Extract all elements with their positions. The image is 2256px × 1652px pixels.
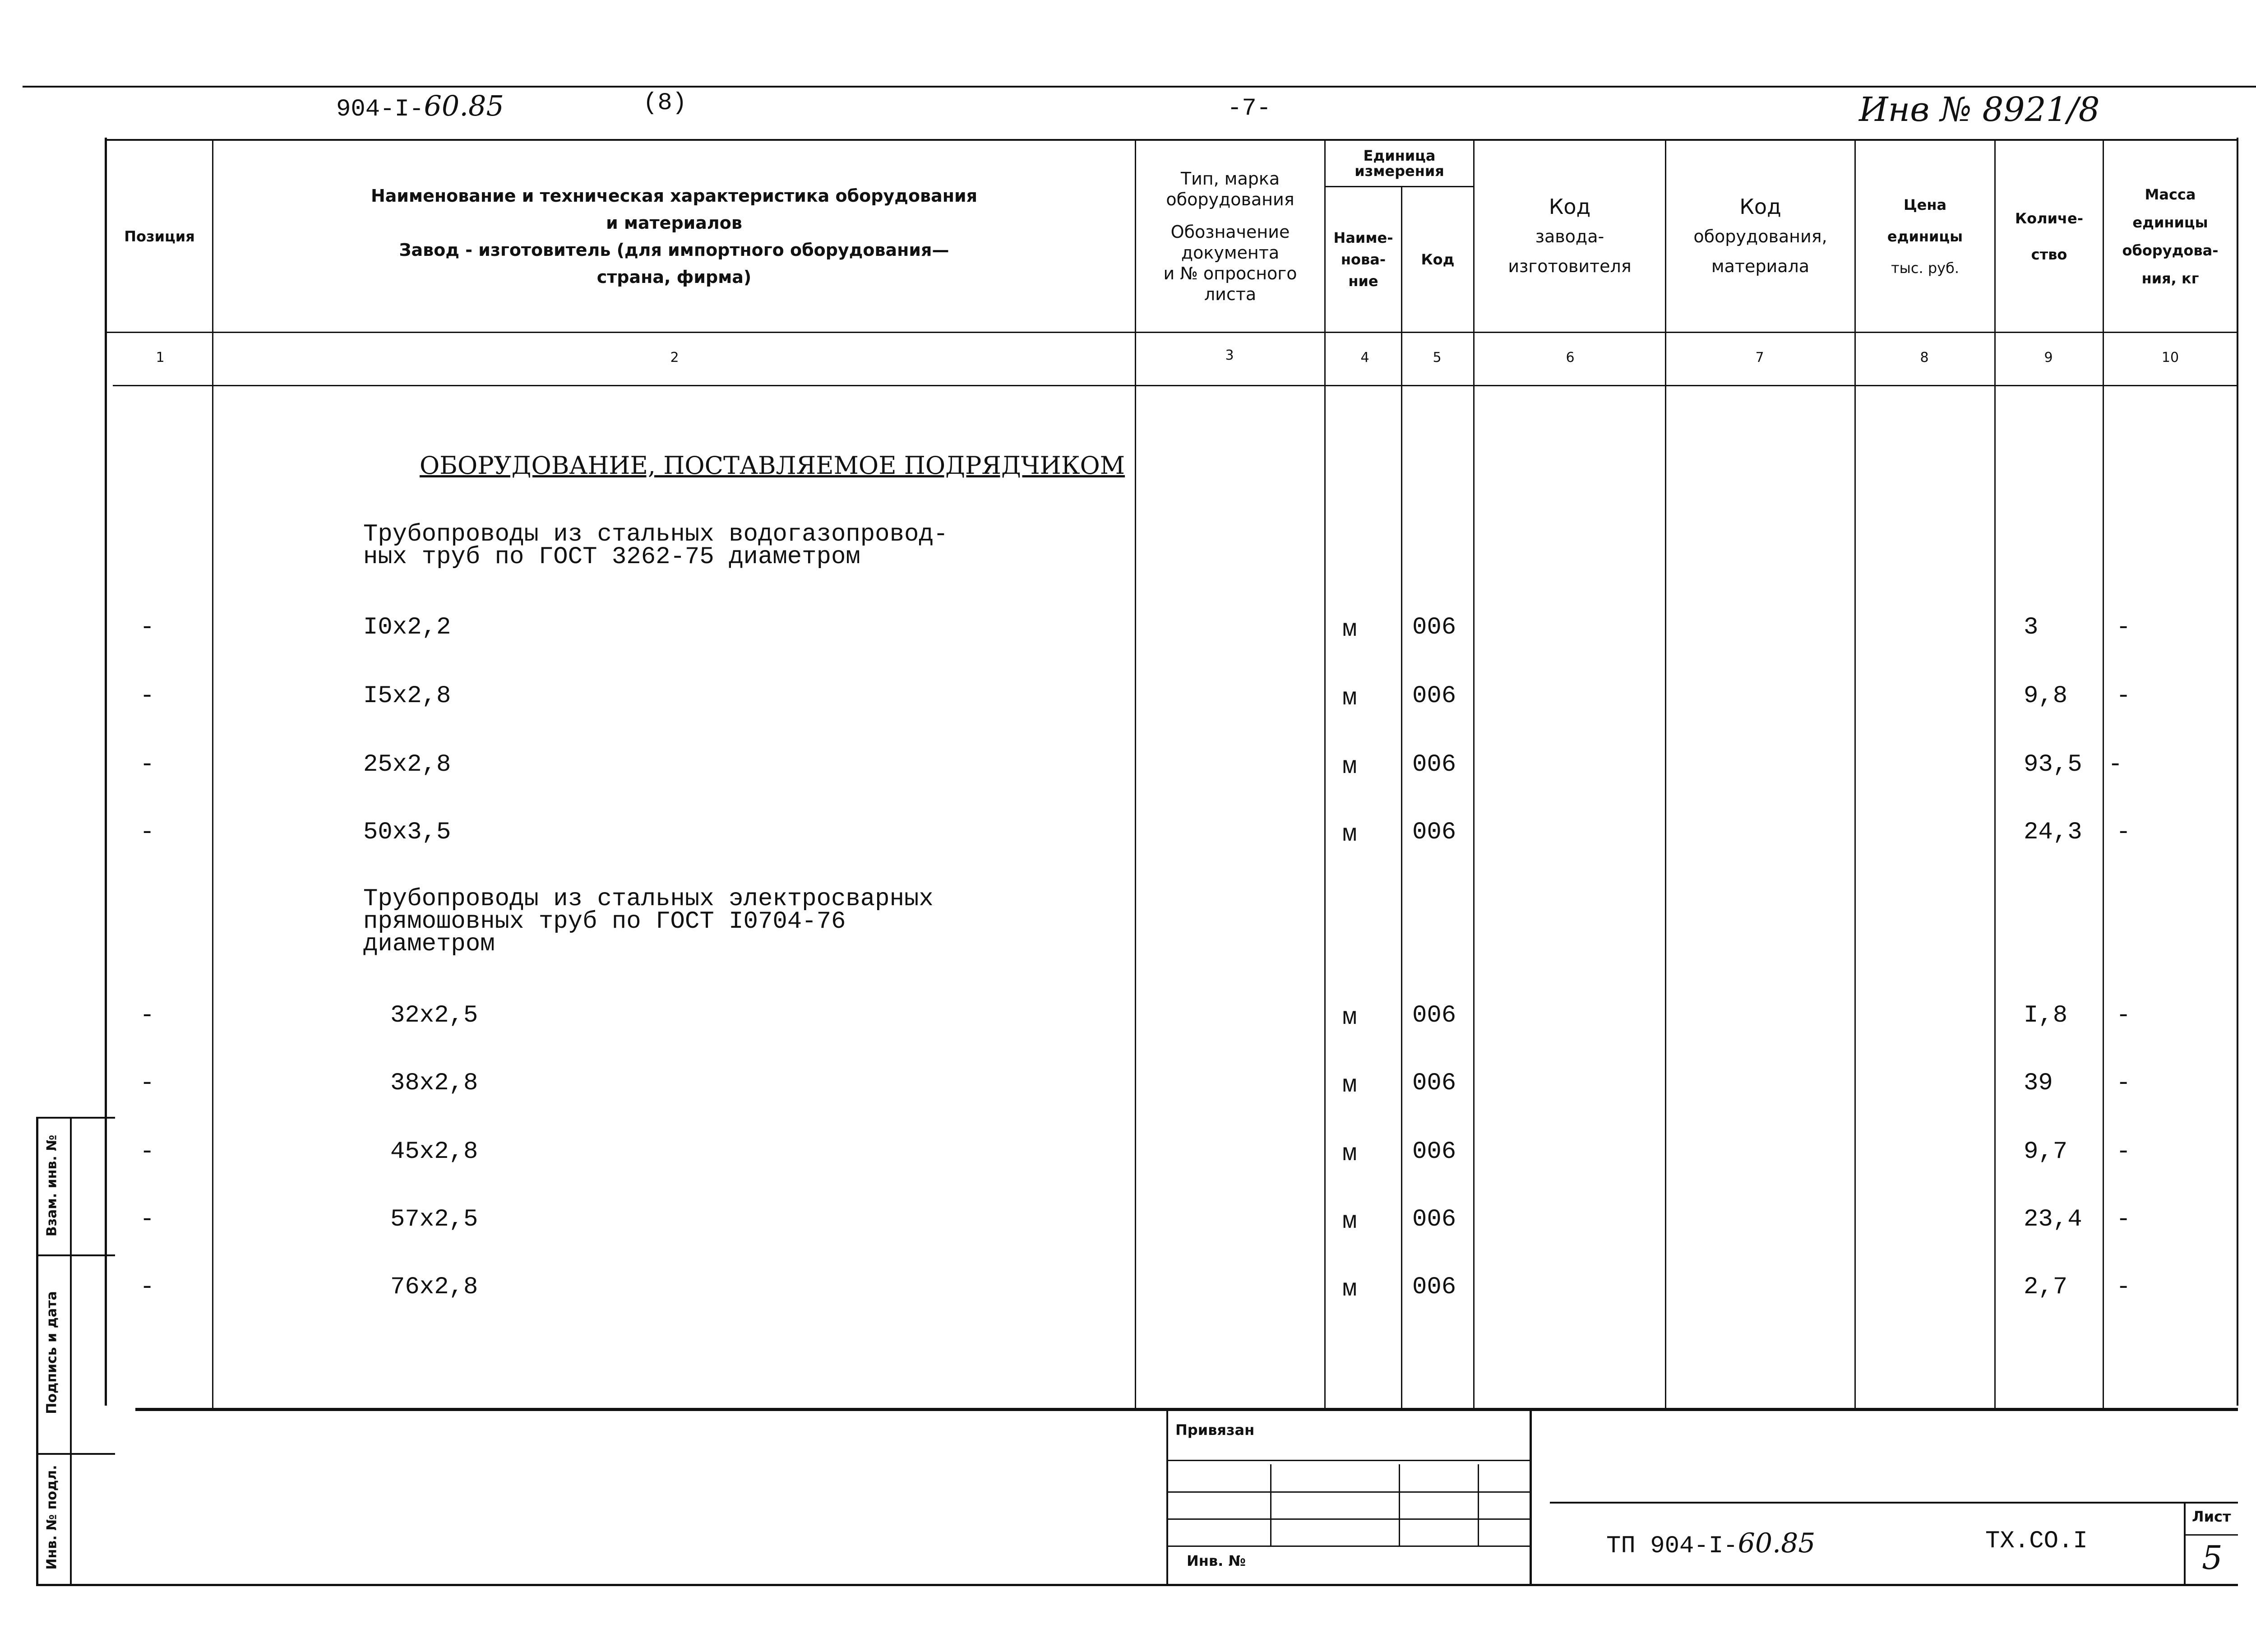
row-mass: - xyxy=(2116,819,2131,846)
header-price-line3: тыс. руб. xyxy=(1891,259,1959,277)
row-position: - xyxy=(140,614,155,641)
header-factory-code-line3: изготовителя xyxy=(1508,256,1632,276)
row-name: I0x2,2 xyxy=(363,614,451,641)
header-factory-code xyxy=(1475,141,1665,332)
sheet-box-mid xyxy=(2184,1534,2238,1536)
row-mass: - xyxy=(2116,682,2131,710)
row-code: 006 xyxy=(1412,1273,1456,1301)
header-type-line6: листа xyxy=(1204,284,1257,304)
titleblock-section-code: ТХ.СО.I xyxy=(1985,1527,2088,1555)
side-strip-mid xyxy=(70,1117,72,1586)
titleblock-doc-code-handwritten: 60.85 xyxy=(1738,1527,1816,1559)
row-unit: м xyxy=(1342,821,1357,848)
header-unit-group xyxy=(1326,141,1473,186)
row-unit: м xyxy=(1342,1072,1357,1099)
header-quantity-line2: ство xyxy=(2031,245,2067,263)
stamp-cell-sep-1 xyxy=(1270,1464,1271,1546)
group1-description xyxy=(363,523,948,569)
row-quantity: 3 xyxy=(2024,614,2039,641)
header-mass xyxy=(2104,141,2237,332)
group1-line1: Трубопроводы из стальных водогазопровод- xyxy=(363,521,948,548)
table-right-border xyxy=(2237,138,2238,1406)
side-strip-left xyxy=(36,1117,38,1586)
header-type-line1: Тип, марка xyxy=(1180,168,1280,189)
header-mass-line1: Масса xyxy=(2145,185,2196,203)
stamp-line-4 xyxy=(1166,1546,1530,1547)
row-code: 006 xyxy=(1412,682,1456,710)
col-number-4: 4 xyxy=(1360,350,1369,366)
header-unit-name-line3: ние xyxy=(1348,273,1378,290)
row-position: - xyxy=(140,682,155,710)
col-number-8: 8 xyxy=(1920,350,1929,366)
header-position-label: Позиция xyxy=(124,227,195,245)
side-label-vzam-inv: Взам. инв. № xyxy=(44,1134,60,1237)
header-name-line3: Завод - изготовитель (для импортного оборудования— xyxy=(399,240,949,260)
row-quantity: 93,5 xyxy=(2024,751,2082,778)
row-unit: м xyxy=(1342,753,1357,781)
header-type-line2: оборудования xyxy=(1166,189,1294,209)
stamp-inv-no: Инв. № xyxy=(1187,1552,1246,1569)
row-quantity: 39 xyxy=(2024,1069,2053,1097)
row-unit: м xyxy=(1342,685,1357,712)
header-type-line5: и № опросного xyxy=(1163,263,1297,283)
header-equipment-code xyxy=(1666,141,1854,332)
header-name-line2: и материалов xyxy=(606,213,742,233)
header-unit-name-line1: Наиме- xyxy=(1333,229,1393,246)
number-row-bottom-line xyxy=(113,385,2238,386)
top-rule xyxy=(23,86,2256,88)
row-quantity: 24,3 xyxy=(2024,819,2082,846)
sheet-paren: (8) xyxy=(643,89,687,117)
row-code: 006 xyxy=(1412,751,1456,778)
row-position: - xyxy=(140,819,155,846)
col-number-6: 6 xyxy=(1566,350,1575,366)
stamp-line-3 xyxy=(1166,1518,1530,1520)
col-number-2: 2 xyxy=(670,350,679,366)
row-code: 006 xyxy=(1412,1138,1456,1166)
header-mass-line3: оборудова- xyxy=(2122,241,2219,259)
row-position: - xyxy=(140,1273,155,1301)
header-equipment-code-line3: материала xyxy=(1711,256,1810,276)
header-type-line3: Обозначение xyxy=(1170,222,1290,242)
group1-line2: ных труб по ГОСТ 3262-75 диаметром xyxy=(363,543,860,571)
row-position: - xyxy=(140,1069,155,1097)
stamp-line-2 xyxy=(1166,1491,1530,1493)
page-number: -7- xyxy=(1227,95,1271,122)
header-price-line2: единицы xyxy=(1887,227,1963,245)
stamp-right-border xyxy=(1530,1410,1532,1586)
sheet-box-left xyxy=(2184,1502,2186,1585)
row-quantity: 23,4 xyxy=(2024,1206,2082,1233)
row-quantity: 9,8 xyxy=(2024,682,2068,710)
row-name: 76x2,8 xyxy=(390,1273,478,1301)
row-unit: м xyxy=(1342,616,1357,643)
col-number-5: 5 xyxy=(1433,350,1442,366)
row-position: - xyxy=(140,1138,155,1166)
row-unit: м xyxy=(1342,1208,1357,1236)
row-position: - xyxy=(140,751,155,778)
stamp-cell-sep-3 xyxy=(1478,1464,1479,1546)
row-position: - xyxy=(140,1206,155,1233)
row-mass: - xyxy=(2116,1273,2131,1301)
row-mass: - xyxy=(2116,1206,2131,1233)
header-bottom-line xyxy=(105,332,2238,333)
row-unit: м xyxy=(1342,1004,1357,1032)
stamp-privyazan: Привязан xyxy=(1175,1421,1255,1439)
stamp-cell-sep-2 xyxy=(1399,1464,1400,1546)
header-unit-code xyxy=(1402,187,1473,332)
side-label-inv-podl: Инв. № подл. xyxy=(44,1465,60,1570)
row-name: 45x2,8 xyxy=(390,1138,478,1166)
col-number-10: 10 xyxy=(2161,350,2179,366)
header-position xyxy=(107,141,212,332)
table-bottom-line xyxy=(135,1408,2238,1411)
group2-line2: прямошовных труб по ГОСТ I0704-76 xyxy=(363,908,846,935)
header-mass-line2: единицы xyxy=(2132,213,2208,231)
group2-description xyxy=(363,885,934,958)
group2-line1: Трубопроводы из стальных электросварных xyxy=(363,885,934,913)
sheet-number-handwritten: 5 xyxy=(2202,1539,2223,1577)
header-unit-group-line1: Единица xyxy=(1363,147,1436,164)
row-name: 50x3,5 xyxy=(363,819,451,846)
row-name: 57x2,5 xyxy=(390,1206,478,1233)
side-strip-top xyxy=(36,1117,115,1119)
header-name-line4: страна, фирма) xyxy=(596,267,752,287)
doc-code-handwritten: 60.85 xyxy=(424,89,504,122)
row-mass: - xyxy=(2116,1138,2131,1166)
row-name: 32x2,5 xyxy=(390,1002,478,1029)
doc-code-header xyxy=(336,89,504,123)
row-code: 006 xyxy=(1412,614,1456,641)
page-bottom-line xyxy=(36,1584,2238,1586)
row-mass: - xyxy=(2108,751,2123,778)
row-mass: - xyxy=(2116,1002,2131,1029)
stamp-left-border xyxy=(1166,1410,1168,1586)
section-title-text: ОБОРУДОВАНИЕ, ПОСТАВЛЯЕМОЕ ПОДРЯДЧИКОМ xyxy=(420,451,1125,480)
inventory-number-handwritten: Инв № 8921/8 xyxy=(1859,90,2100,129)
side-strip-div1 xyxy=(36,1254,115,1256)
row-code: 006 xyxy=(1412,1069,1456,1097)
stamp-line-1 xyxy=(1166,1460,1530,1461)
col-number-7: 7 xyxy=(1755,350,1764,366)
row-code: 006 xyxy=(1412,1002,1456,1029)
titleblock-doc-code-printed: ТП 904-I- xyxy=(1606,1532,1738,1560)
col-sep-4 xyxy=(1401,186,1402,1408)
header-mass-line4: ния, кг xyxy=(2141,269,2199,287)
header-unit-name xyxy=(1326,187,1401,332)
col-number-1: 1 xyxy=(156,350,165,366)
titleblock-doc-code xyxy=(1606,1527,1815,1560)
row-quantity: 9,7 xyxy=(2024,1138,2068,1166)
header-price-line1: Цена xyxy=(1903,196,1947,213)
header-type-line4: документа xyxy=(1181,242,1280,263)
header-factory-code-line1: Код xyxy=(1549,194,1591,219)
row-quantity: I,8 xyxy=(2024,1002,2068,1029)
header-factory-code-line2: завода- xyxy=(1535,226,1604,246)
header-unit-group-line2: измерения xyxy=(1355,162,1444,180)
header-name-line1: Наименование и техническая характеристика оборудования xyxy=(370,185,978,206)
titleblock-line xyxy=(1550,1502,2238,1504)
header-equipment-code-line2: оборудования, xyxy=(1693,226,1827,246)
group2-line3: диаметром xyxy=(363,930,495,958)
row-name: 38x2,8 xyxy=(390,1069,478,1097)
header-unit-code-label: Код xyxy=(1421,251,1455,268)
header-equipment-code-line1: Код xyxy=(1739,194,1781,219)
side-label-podpis-data: Подпись и дата xyxy=(44,1291,60,1414)
header-quantity-line1: Количе- xyxy=(2015,209,2083,227)
row-name: I5x2,8 xyxy=(363,682,451,710)
header-name xyxy=(213,141,1135,332)
header-price xyxy=(1856,141,1994,332)
row-code: 006 xyxy=(1412,1206,1456,1233)
section-title xyxy=(420,451,1125,480)
row-unit: м xyxy=(1342,1276,1357,1303)
sheet-label: Лист xyxy=(2192,1508,2231,1525)
row-name: 25x2,8 xyxy=(363,751,451,778)
row-mass: - xyxy=(2116,1069,2131,1097)
header-type xyxy=(1136,141,1324,332)
side-strip-div2 xyxy=(36,1453,115,1455)
header-unit-name-line2: нова- xyxy=(1341,251,1386,268)
col-number-9: 9 xyxy=(2044,350,2053,366)
row-mass: - xyxy=(2116,614,2131,641)
row-quantity: 2,7 xyxy=(2024,1273,2068,1301)
col-number-3: 3 xyxy=(1225,347,1234,363)
header-quantity xyxy=(1996,141,2103,332)
row-unit: м xyxy=(1342,1140,1357,1168)
row-code: 006 xyxy=(1412,819,1456,846)
row-position: - xyxy=(140,1002,155,1029)
doc-code-printed: 904-I- xyxy=(336,96,424,123)
